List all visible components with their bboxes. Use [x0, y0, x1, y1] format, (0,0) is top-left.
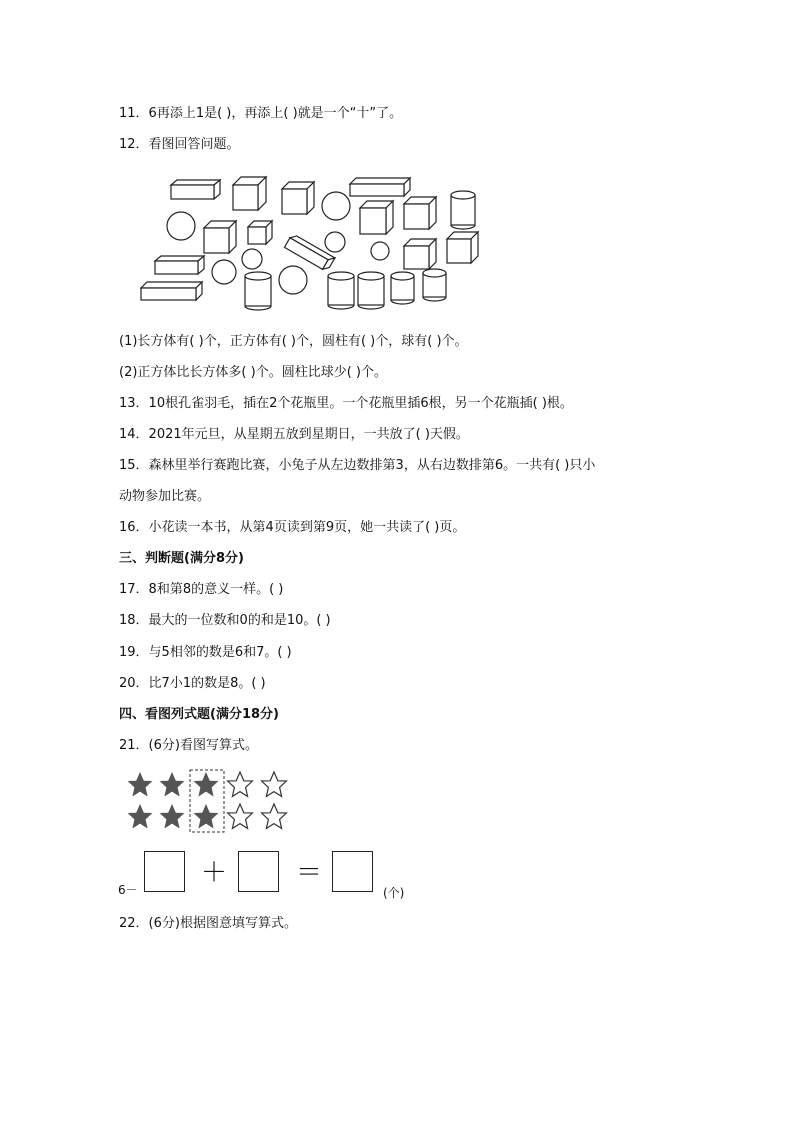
answer-box-2[interactable]: [238, 851, 279, 892]
cube-shape: [204, 221, 236, 253]
question-20: 20．比7小1的数是8。( ): [119, 676, 266, 691]
filled-star-icon: [194, 804, 219, 829]
cuboid-shape: [141, 282, 202, 300]
cube-shape: [447, 232, 478, 263]
cuboid-shape: [155, 256, 204, 274]
filled-star-icon: [128, 804, 153, 829]
unit-label: (个): [383, 886, 405, 900]
cylinder-shape: [245, 272, 271, 310]
shapes-figure: [136, 170, 486, 315]
cylinder-shape: [451, 191, 475, 229]
question-16: 16．小花读一本书，从第4页读到第9页，她一共读了( )页。: [119, 520, 466, 535]
question-15-line1: 15．森林里举行赛跑比赛，小兔子从左边数排第3，从右边数排第6。一共有( )只小: [119, 458, 596, 473]
hollow-star-icon: [228, 804, 253, 829]
cube-shape: [404, 197, 436, 229]
sphere-shape: [322, 192, 350, 220]
filled-star-icon: [194, 772, 219, 797]
question-12-part1: (1)长方体有( )个，正方体有( )个，圆柱有( )个，球有( )个。: [119, 334, 468, 349]
cube-shape: [282, 182, 314, 214]
cylinder-shape: [358, 272, 384, 309]
question-17: 17．8和第8的意义一样。( ): [119, 582, 284, 597]
section-4-title: 四、看图列式题(满分18分): [119, 707, 279, 722]
filled-star-icon: [128, 772, 153, 797]
question-21: 21．(6分)看图写算式。: [119, 738, 258, 753]
answer-box-3[interactable]: [332, 851, 373, 892]
question-19: 19．与5相邻的数是6和7。( ): [119, 645, 292, 660]
filled-star-icon: [160, 772, 185, 797]
cube-shape: [404, 239, 436, 269]
section-3-title: 三、判断题(满分8分): [119, 551, 244, 566]
cylinder-shape: [391, 272, 414, 304]
question-12-part2: (2)正方体比长方体多( )个。圆柱比球少( )个。: [119, 365, 387, 380]
sphere-shape: [371, 242, 389, 260]
question-18: 18．最大的一位数和0的和是10。( ): [119, 613, 331, 628]
equals-sign: ＝: [296, 858, 323, 888]
question-13: 13．10根孔雀羽毛，插在2个花瓶里。一个花瓶里插6根，另一个花瓶插( )根。: [119, 396, 573, 411]
answer-box-1[interactable]: [144, 851, 185, 892]
sphere-shape: [167, 212, 195, 240]
question-14: 14．2021年元旦，从星期五放到星期日，一共放了( )天假。: [119, 427, 469, 442]
sphere-shape: [279, 266, 307, 294]
cube-shape: [233, 177, 266, 210]
stars-figure: [122, 768, 302, 834]
question-15-line2: 动物参加比赛。: [119, 489, 211, 504]
question-12: 12．看图回答问题。: [119, 137, 240, 152]
filled-star-icon: [160, 804, 185, 829]
sphere-shape: [212, 260, 236, 284]
question-11: 11．6再添上1是( )，再添上( )就是一个“十”了。: [119, 106, 403, 121]
equation-row: [116, 848, 436, 898]
hollow-star-icon: [228, 772, 253, 797]
cylinder-shape: [328, 272, 354, 309]
plus-sign: ＋: [201, 858, 228, 888]
sphere-shape: [242, 249, 262, 269]
hollow-star-icon: [262, 772, 287, 797]
cuboid-shape: [350, 178, 410, 196]
sphere-shape: [325, 232, 345, 252]
cube-shape: [248, 221, 272, 244]
equation-prefix: 6－: [118, 883, 138, 897]
cuboid-shape: [171, 180, 220, 199]
question-22: 22．(6分)根据图意填写算式。: [119, 916, 297, 931]
cylinder-shape: [423, 269, 446, 301]
hollow-star-icon: [262, 804, 287, 829]
cube-shape: [360, 201, 393, 234]
